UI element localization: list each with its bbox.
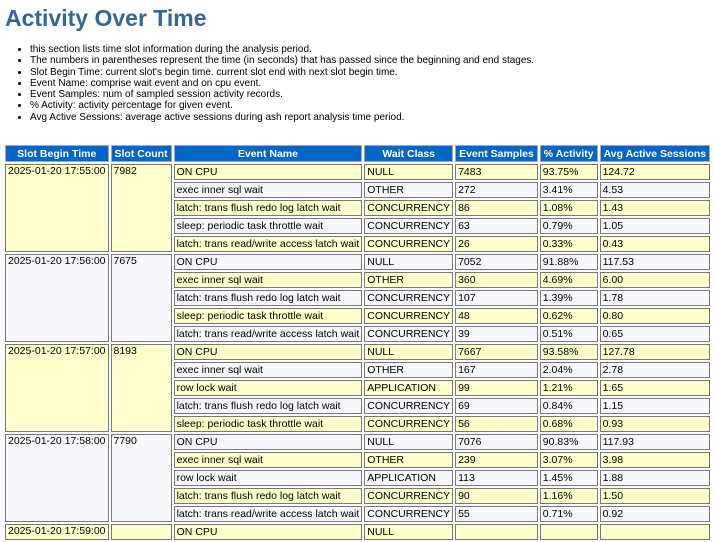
activity-percent: 1.45%	[540, 470, 598, 486]
event-name: latch: trans flush redo log latch wait	[174, 488, 363, 504]
note-item: • % Activity: activity percentage for given event.	[30, 100, 534, 111]
wait-class: CONCURRENCY	[364, 326, 453, 342]
event-name: sleep: periodic task throttle wait	[174, 416, 363, 432]
wait-class: CONCURRENCY	[364, 416, 453, 432]
activity-percent: 90.83%	[540, 434, 598, 450]
event-samples: 239	[455, 452, 538, 468]
note-item: • Event Name: comprise wait event and on cpu event.	[30, 78, 534, 89]
column-header: % Activity	[540, 145, 598, 162]
event-samples: 7483	[455, 164, 538, 180]
wait-class: APPLICATION	[364, 470, 453, 486]
slot-count: 7790	[111, 434, 172, 522]
avg-active-sessions: 3.98	[600, 452, 711, 468]
event-name: latch: trans read/write access latch wait	[174, 326, 363, 342]
event-name: latch: trans flush redo log latch wait	[174, 200, 363, 216]
activity-percent: 1.16%	[540, 488, 598, 504]
column-header: Event Samples	[455, 145, 538, 162]
avg-active-sessions: 2.78	[600, 362, 711, 378]
activity-percent: 2.04%	[540, 362, 598, 378]
table-row	[5, 254, 710, 270]
event-name: ON CPU	[174, 434, 363, 450]
event-samples: 69	[455, 398, 538, 414]
activity-percent: 91.88%	[540, 254, 598, 270]
event-name: sleep: periodic task throttle wait	[174, 218, 363, 234]
activity-percent	[540, 524, 598, 540]
event-samples: 360	[455, 272, 538, 288]
avg-active-sessions	[600, 524, 711, 540]
activity-percent: 0.68%	[540, 416, 598, 432]
wait-class: CONCURRENCY	[364, 236, 453, 252]
avg-active-sessions: 124.72	[600, 164, 711, 180]
activity-percent: 0.84%	[540, 398, 598, 414]
event-name: exec inner sql wait	[174, 362, 363, 378]
activity-percent: 3.41%	[540, 182, 598, 198]
avg-active-sessions: 4.53	[600, 182, 711, 198]
wait-class: NULL	[364, 344, 453, 360]
table-row	[5, 344, 710, 360]
wait-class: CONCURRENCY	[364, 308, 453, 324]
activity-percent: 0.79%	[540, 218, 598, 234]
wait-class: OTHER	[364, 452, 453, 468]
activity-percent: 1.39%	[540, 290, 598, 306]
avg-active-sessions: 117.53	[600, 254, 711, 270]
activity-percent: 1.08%	[540, 200, 598, 216]
event-samples: 7667	[455, 344, 538, 360]
event-name: row lock wait	[174, 470, 363, 486]
avg-active-sessions: 0.93	[600, 416, 711, 432]
activity-percent: 0.33%	[540, 236, 598, 252]
event-samples: 48	[455, 308, 538, 324]
wait-class: CONCURRENCY	[364, 200, 453, 216]
avg-active-sessions: 1.43	[600, 200, 711, 216]
event-name: sleep: periodic task throttle wait	[174, 308, 363, 324]
notes-list	[14, 44, 534, 123]
event-name: ON CPU	[174, 254, 363, 270]
avg-active-sessions: 6.00	[600, 272, 711, 288]
event-samples	[455, 524, 538, 540]
wait-class: NULL	[364, 164, 453, 180]
wait-class: CONCURRENCY	[364, 488, 453, 504]
table-row	[5, 524, 710, 540]
slot-count: 8193	[111, 344, 172, 432]
avg-active-sessions: 0.92	[600, 506, 711, 522]
avg-active-sessions: 0.80	[600, 308, 711, 324]
column-header: Avg Active Sessions	[600, 145, 711, 162]
wait-class: OTHER	[364, 182, 453, 198]
activity-percent: 1.21%	[540, 380, 598, 396]
slot-count	[111, 524, 172, 540]
event-samples: 56	[455, 416, 538, 432]
column-header: Slot Count	[111, 145, 172, 162]
wait-class: CONCURRENCY	[364, 290, 453, 306]
activity-percent: 0.51%	[540, 326, 598, 342]
column-header: Event Name	[174, 145, 363, 162]
avg-active-sessions: 127.78	[600, 344, 711, 360]
event-name: row lock wait	[174, 380, 363, 396]
event-samples: 63	[455, 218, 538, 234]
event-name: exec inner sql wait	[174, 452, 363, 468]
table-row	[5, 434, 710, 450]
activity-percent: 4.69%	[540, 272, 598, 288]
event-samples: 99	[455, 380, 538, 396]
wait-class: OTHER	[364, 272, 453, 288]
wait-class: CONCURRENCY	[364, 398, 453, 414]
note-item: • Slot Begin Time: current slot's begin time. current slot end with next slot begin time.	[30, 67, 534, 78]
page-title: Activity Over Time	[5, 5, 207, 31]
column-header: Slot Begin Time	[5, 145, 109, 162]
wait-class: APPLICATION	[364, 380, 453, 396]
event-samples: 167	[455, 362, 538, 378]
wait-class: NULL	[364, 254, 453, 270]
event-samples: 86	[455, 200, 538, 216]
wait-class: OTHER	[364, 362, 453, 378]
slot-count: 7982	[111, 164, 172, 252]
activity-percent: 0.71%	[540, 506, 598, 522]
activity-percent: 93.58%	[540, 344, 598, 360]
note-item: • this section lists time slot information during the analysis period.	[30, 44, 534, 55]
avg-active-sessions: 1.78	[600, 290, 711, 306]
event-samples: 55	[455, 506, 538, 522]
event-samples: 39	[455, 326, 538, 342]
event-name: exec inner sql wait	[174, 272, 363, 288]
avg-active-sessions: 1.15	[600, 398, 711, 414]
event-name: latch: trans read/write access latch wait	[174, 506, 363, 522]
avg-active-sessions: 117.93	[600, 434, 711, 450]
event-name: ON CPU	[174, 344, 363, 360]
slot-begin-time: 2025-01-20 17:55:00	[5, 164, 109, 252]
event-samples: 7052	[455, 254, 538, 270]
event-samples: 7076	[455, 434, 538, 450]
activity-percent: 0.62%	[540, 308, 598, 324]
table-row	[5, 164, 710, 180]
event-samples: 272	[455, 182, 538, 198]
note-item: • Avg Active Sessions: average active sessions during ash report analysis time period.	[30, 112, 534, 123]
avg-active-sessions: 1.05	[600, 218, 711, 234]
wait-class: NULL	[364, 434, 453, 450]
event-name: ON CPU	[174, 524, 363, 540]
activity-percent: 93.75%	[540, 164, 598, 180]
event-name: exec inner sql wait	[174, 182, 363, 198]
note-item: • The numbers in parentheses represent the time (in seconds) that has passed since the beginning and end stages.	[30, 55, 534, 66]
event-samples: 107	[455, 290, 538, 306]
event-name: ON CPU	[174, 164, 363, 180]
event-samples: 26	[455, 236, 538, 252]
wait-class: CONCURRENCY	[364, 506, 453, 522]
wait-class: CONCURRENCY	[364, 218, 453, 234]
slot-begin-time: 2025-01-20 17:57:00	[5, 344, 109, 432]
slot-begin-time: 2025-01-20 17:56:00	[5, 254, 109, 342]
slot-begin-time: 2025-01-20 17:58:00	[5, 434, 109, 522]
avg-active-sessions: 1.50	[600, 488, 711, 504]
activity-percent: 3.07%	[540, 452, 598, 468]
avg-active-sessions: 1.88	[600, 470, 711, 486]
event-name: latch: trans flush redo log latch wait	[174, 398, 363, 414]
table-header-row	[5, 145, 710, 162]
activity-table	[3, 143, 712, 542]
wait-class: NULL	[364, 524, 453, 540]
event-name: latch: trans flush redo log latch wait	[174, 290, 363, 306]
avg-active-sessions: 0.43	[600, 236, 711, 252]
avg-active-sessions: 0.65	[600, 326, 711, 342]
event-samples: 113	[455, 470, 538, 486]
event-samples: 90	[455, 488, 538, 504]
avg-active-sessions: 1.65	[600, 380, 711, 396]
event-name: latch: trans read/write access latch wait	[174, 236, 363, 252]
slot-count: 7675	[111, 254, 172, 342]
slot-begin-time: 2025-01-20 17:59:00	[5, 524, 109, 540]
note-item: • Event Samples: num of sampled session activity records.	[30, 89, 534, 100]
column-header: Wait Class	[364, 145, 453, 162]
